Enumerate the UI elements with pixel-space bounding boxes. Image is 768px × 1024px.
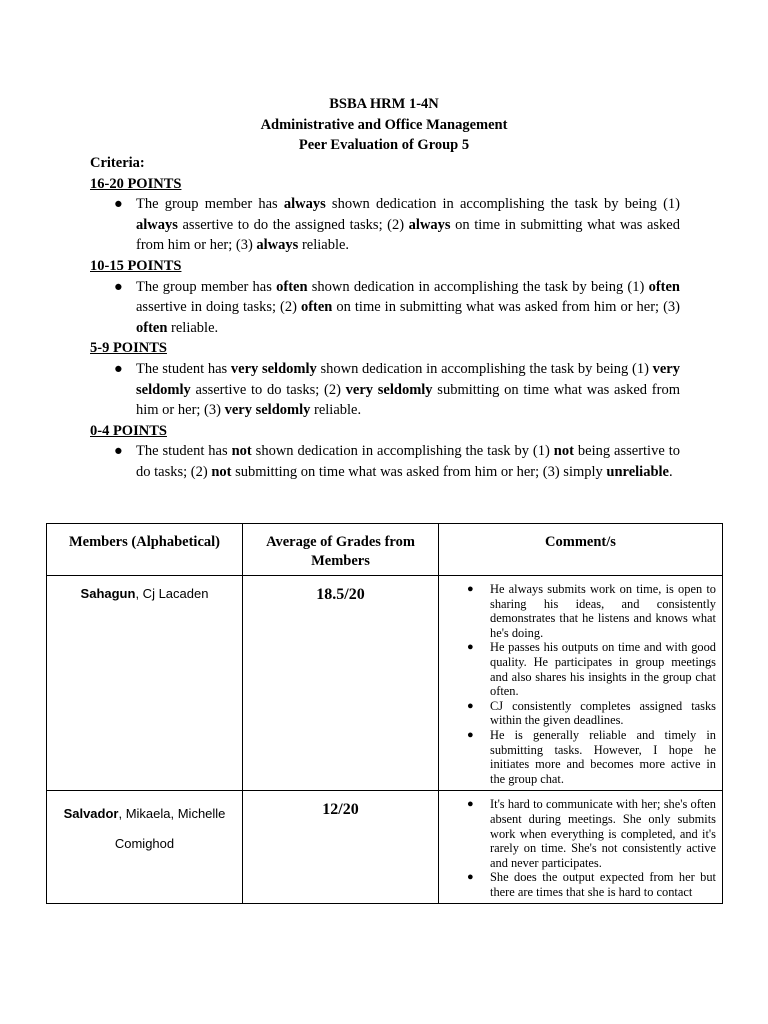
grade-cell: 12/20 <box>243 791 439 904</box>
bullet-icon: ● <box>467 641 474 654</box>
column-header-comments: Comment/s <box>439 524 723 576</box>
criteria-description <box>114 359 680 421</box>
bullet-icon: ● <box>114 278 123 295</box>
range-heading: 0-4 POINTS <box>90 422 167 439</box>
comment-item: ● He always submits work on time, is open to sharing his ideas, and consistently demonstrates that he listens and knows what he's doing. <box>467 582 716 640</box>
table-header-row <box>47 524 723 576</box>
member-surname: Salvador <box>63 806 119 822</box>
member-given-names: , Mikaela, Michelle Comighod <box>114 806 226 852</box>
bullet-icon: ● <box>467 699 474 712</box>
member-cell <box>47 791 243 904</box>
range-heading: 10-15 POINTS <box>90 257 182 274</box>
grade-cell: 18.5/20 <box>243 576 439 791</box>
criteria-label: Criteria: <box>90 155 145 171</box>
bullet-icon: ● <box>114 196 123 213</box>
subject-title: Administrative and Office Management <box>260 116 508 133</box>
course-title: BSBA HRM 1-4N <box>329 96 439 112</box>
member-given-names: , Cj Lacaden <box>135 586 209 601</box>
comment-item: ● She does the output expected from her but there are times that she is hard to contact <box>467 870 716 899</box>
evaluation-title: Peer Evaluation of Group 5 <box>298 137 470 153</box>
comments-cell <box>439 576 723 791</box>
member-surname: Sahagun <box>80 586 136 601</box>
bullet-icon: ● <box>467 728 474 741</box>
column-header-average: Average of Grades from Members <box>243 524 439 576</box>
criteria-description <box>114 194 680 256</box>
criteria-section <box>90 153 680 483</box>
comment-item: ● CJ consistently completes assigned tasks within the given deadlines. <box>467 698 716 728</box>
range-heading: 16-20 POINTS <box>90 175 182 192</box>
criteria-description <box>114 277 680 339</box>
bullet-icon: ● <box>467 583 474 595</box>
bullet-icon: ● <box>114 443 123 460</box>
bullet-icon: ● <box>467 798 474 811</box>
criteria-range-3 <box>90 338 680 420</box>
comment-item: ● It's hard to communicate with her; she's often absent during meetings. She only submits work when everything is completed, and it's rarely on time. She's not consistently active and never participates. <box>467 797 716 870</box>
comment-item: ● He is generally reliable and timely in submitting tasks. However, I hope he initiates more and becomes more active in the group chat. <box>467 727 716 786</box>
bullet-icon: ● <box>114 360 123 377</box>
comment-item: ● He passes his outputs on time and with good quality. He participates in group meetings and also shares his insights in the group chat often. <box>467 640 716 699</box>
criteria-range-4 <box>90 421 680 483</box>
bullet-icon: ● <box>467 871 474 884</box>
comments-cell <box>439 791 723 904</box>
table-row <box>47 576 723 791</box>
member-cell <box>47 576 243 791</box>
criteria-text: The group member has always shown dedication in accomplishing the task by being (1) always assertive to do the assigned tasks; (2) always on time in submitting what was asked from him or her; (3) always reliable. <box>136 196 680 254</box>
criteria-text: The student has very seldomly shown dedication in accomplishing the task by being (1) very seldomly assertive to do tasks; (2) very seldomly submitting on time what was asked from him or her; (3) very seldomly reliable. <box>136 360 680 419</box>
criteria-text: The student has not shown dedication in accomplishing the task by (1) not being assertive to do tasks; (2) not submitting on time what was asked from him or her; (3) simply unreliable. <box>136 443 680 480</box>
criteria-range-2 <box>90 256 680 338</box>
document-header <box>0 94 768 156</box>
column-header-members: Members (Alphabetical) <box>47 524 243 576</box>
range-heading: 5-9 POINTS <box>90 340 167 357</box>
criteria-range-1 <box>90 174 680 256</box>
peer-evaluation-table <box>46 523 723 904</box>
criteria-description <box>114 441 680 482</box>
criteria-text: The group member has often shown dedication in accomplishing the task by being (1) often assertive in doing tasks; (2) often on time in submitting what was asked from him or her; (3) often reliable. <box>136 278 680 336</box>
table-row <box>47 791 723 904</box>
